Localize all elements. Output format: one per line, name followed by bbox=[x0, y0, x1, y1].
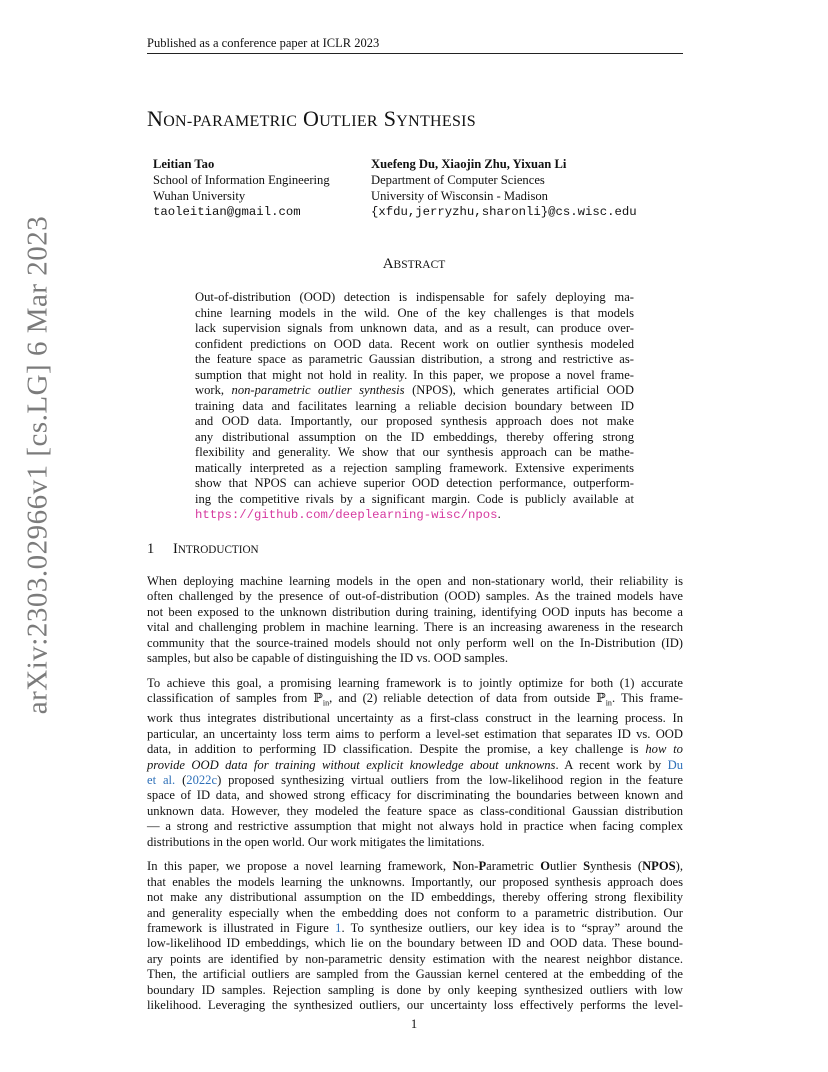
author-affil: University of Wisconsin - Madison bbox=[371, 189, 548, 203]
arxiv-stamp-text: arXiv:2303.02966v1 [cs.LG] 6 Mar 2023 bbox=[21, 215, 54, 715]
page-number: 1 bbox=[410, 1017, 418, 1031]
author-name: Xuefeng Du, Xiaojin Zhu, Yixuan Li bbox=[371, 157, 567, 171]
running-header: Published as a conference paper at ICLR 2023 bbox=[147, 36, 380, 50]
abstract-body: Out-of-distribution (OOD) detection is indispensable for safely deploying ma- chine learning models in the wild. One of the key challenges is that models lack supervision signals from unknown data, and as a result, can produce over- confident predictions on OOD data. Recent work on outlier synthesis modeled the feature space as parametric Gaussian distribution, a strong and restrictive as- sumption that might not hold in reality. In this paper, we propose a novel frame- work, non-parametric outlier synthesis (NPOS), which generates artificial OOD training data and facilitates learning a reliable decision boundary between ID and OOD data. Importantly, our proposed synthesis approach does not make any distributional assumption on the ID embeddings, thereby offering strong flexibility and generality. We show that our synthesis approach can be mathe- matically interpreted as a rejection sampling framework. Extensive experiments show that NPOS can achieve superior OOD detection performance, outperform- ing the competitive rivals by a significant margin. Code is publicly available at https://github.com/deeplearning-wisc/npos. bbox=[195, 290, 634, 522]
author-email[interactable]: {xfdu,jerryzhu,sharonli}@cs.wisc.edu bbox=[371, 205, 637, 219]
paper-title: NON-PARAMETRIC OUTLIER SYNTHESIS bbox=[147, 106, 476, 131]
paragraph: When deploying machine learning models in the open and non-stationary world, their reliability is often challenged by the presence of out-of-distribution (OOD) samples. As the trained models have not been exposed to the unknown distribution during training, identifying OOD inputs has become a vital and challenging problem in machine learning. There is an increasing awareness in the research community that the source-trained models should not only perform well on the In-Distribution (ID) samples, but also be capable of distinguishing the ID vs. OOD samples. bbox=[147, 574, 683, 666]
header-rule bbox=[147, 53, 683, 54]
author-block-2 bbox=[371, 156, 637, 220]
author-name: Leitian Tao bbox=[153, 157, 215, 171]
paragraph: To achieve this goal, a promising learning framework is to jointly optimize for both (1) accurate classification of samples from ℙ$_{in}$, and (2) reliable detection of data from outside ℙ$_{in}$. This frame- work thus integrates distributional uncertainty as a first-class construct in the learning process. In particular, an uncertainty loss term aims to perform a level-set estimation that separates ID vs. OOD data, in addition to performing ID classification. Despite the promise, a key challenge is how to provide OOD data for training without explicit knowledge about unknowns. A recent work by Du et al. (2022c) proposed synthesizing virtual outliers from the low-likelihood region in the feature space of ID data, and showed strong efficacy for discriminating the boundaries between known and unknown data. However, they modeled the feature space as class-conditional Gaussian distribution — a strong and restrictive assumption that might not always hold in practice when facing complex distributions in the open world. Our work mitigates the limitations. bbox=[147, 675, 683, 849]
author-email[interactable]: taoleitian@gmail.com bbox=[153, 205, 301, 219]
citation-link[interactable]: et al. bbox=[147, 772, 176, 787]
intro-body bbox=[147, 574, 683, 1023]
author-affil: Wuhan University bbox=[153, 189, 246, 203]
section-heading: 1 INTRODUCTION bbox=[147, 541, 259, 557]
code-link[interactable]: https://github.com/deeplearning-wisc/npos bbox=[195, 508, 498, 522]
figure-ref-link[interactable]: 1 bbox=[335, 921, 342, 936]
abstract-heading: ABSTRACT bbox=[382, 256, 446, 272]
citation-year-link[interactable]: 2022c bbox=[186, 772, 218, 787]
paragraph: In this paper, we propose a novel learning framework, Non-Parametric Outlier Synthesis (NPOS), that enables the models learning the unknowns. Importantly, our proposed synthesis approach does not make any distributional assumption on the ID embeddings, thereby offering strong flexibility and generality especially when the embedding does not conform to a parametric distribution. Our framework is illustrated in Figure 1. To synthesize outliers, our key idea is to “spray” around the low-likelihood ID embeddings, which lie on the boundary between ID and OOD data. These bound- ary points are identified by non-parametric density estimation with the nearest neighbor distance. Then, the artificial outliers are sampled from the Gaussian kernel centered at the embedding of the boundary ID samples. Rejection sampling is done by only keeping synthesized outliers with low likelihood. Leveraging the synthesized outliers, our uncertainty loss effectively performs the level- bbox=[147, 859, 684, 1013]
author-dept: School of Information Engineering bbox=[153, 173, 330, 187]
citation-link[interactable]: Du bbox=[667, 757, 683, 772]
author-block-1 bbox=[153, 156, 330, 220]
author-dept: Department of Computer Sciences bbox=[371, 173, 545, 187]
